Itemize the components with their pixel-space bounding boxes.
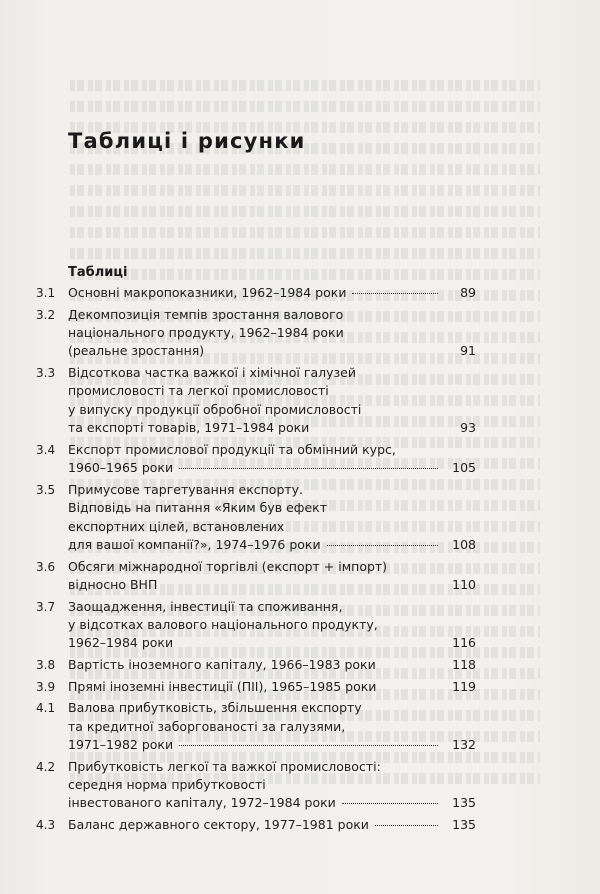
table-title-line: у випуску продукції обробної промисловості bbox=[68, 401, 362, 417]
page-number: 93 bbox=[460, 420, 476, 436]
page-number: 116 bbox=[452, 635, 476, 651]
table-title-line: 1971–1982 роки bbox=[68, 737, 174, 753]
dot-leader bbox=[342, 802, 438, 804]
toc-entry bbox=[36, 364, 476, 438]
table-title-last-line bbox=[68, 736, 476, 754]
dot-leader bbox=[179, 744, 438, 746]
table-number: 3.4 bbox=[36, 442, 56, 457]
table-number: 4.3 bbox=[36, 818, 56, 833]
table-title-line: Вартість іноземного капіталу, 1966–1983 роки bbox=[68, 657, 376, 673]
dot-leader bbox=[352, 292, 438, 294]
table-title-line: Валова прибутковість, збільшення експорту bbox=[68, 700, 362, 716]
dot-leader bbox=[327, 544, 438, 546]
table-title-line: промисловості та легкої промисловості bbox=[68, 383, 329, 399]
table-title-line: Відповідь на питання «Яким був ефект bbox=[68, 500, 327, 516]
table-title-line: та експорті товарів, 1971–1984 роки bbox=[68, 420, 310, 436]
table-title-line: Обсяги міжнародної торгівлі (експорт + імпорт) bbox=[68, 558, 388, 574]
table-title-line: Заощадження, інвестиції та споживання, bbox=[68, 598, 343, 614]
table-number: 3.1 bbox=[36, 286, 56, 300]
table-title-last-line bbox=[68, 536, 476, 554]
dot-leader bbox=[375, 824, 438, 826]
table-title-line: Декомпозиція темпів зростання валового bbox=[68, 306, 344, 322]
table-title-line: 1962–1984 роки bbox=[68, 635, 174, 651]
table-title-line: Прибутковість легкої та важкої промисловості: bbox=[68, 758, 381, 774]
table-title-line: середня норма прибутковості bbox=[68, 777, 266, 793]
table-title-last-line bbox=[68, 419, 476, 437]
table-title-last-line bbox=[68, 634, 476, 652]
table-title bbox=[68, 656, 476, 674]
table-number: 3.7 bbox=[36, 599, 56, 614]
table-title-line: Баланс державного сектору, 1977–1981 роки bbox=[68, 817, 369, 833]
page-number: 91 bbox=[460, 343, 476, 359]
table-title-line: Основні макропоказники, 1962–1984 роки bbox=[68, 285, 347, 300]
table-title bbox=[68, 441, 476, 478]
table-number: 4.2 bbox=[36, 759, 56, 774]
toc-entry bbox=[36, 306, 476, 361]
table-title bbox=[68, 306, 476, 361]
page-number: 108 bbox=[452, 537, 476, 553]
table-title-line: інвестованого капіталу, 1972–1984 роки bbox=[68, 795, 336, 811]
table-title-line: Прямі іноземні інвестиції (ПІІ), 1965–1985 роки bbox=[68, 678, 377, 694]
table-number: 3.2 bbox=[36, 307, 56, 322]
table-title-line: у відсотках валового національного продукту, bbox=[68, 617, 378, 633]
section-heading-tables: Таблиці bbox=[68, 265, 128, 280]
toc-entry bbox=[36, 758, 476, 813]
table-number: 3.5 bbox=[36, 482, 56, 497]
toc-entry bbox=[36, 441, 476, 478]
table-title-line: експортних цілей, встановлених bbox=[68, 518, 285, 534]
toc-entry bbox=[36, 598, 476, 653]
table-title-line: відносно ВНП bbox=[68, 577, 158, 593]
page-number: 119 bbox=[452, 678, 476, 694]
table-title-last-line bbox=[68, 794, 476, 812]
page-number: 118 bbox=[452, 657, 476, 673]
page-number: 105 bbox=[452, 460, 476, 476]
page-number: 89 bbox=[460, 285, 476, 300]
page-number: 135 bbox=[452, 795, 476, 811]
table-title-last-line bbox=[68, 656, 476, 674]
table-number: 3.3 bbox=[36, 366, 56, 380]
table-title-last-line bbox=[68, 576, 476, 594]
toc-entry bbox=[36, 558, 476, 595]
table-number: 3.9 bbox=[36, 679, 56, 694]
table-title bbox=[68, 364, 476, 438]
table-number: 3.6 bbox=[36, 559, 56, 574]
table-title-line: та кредитної заборгованості за галузями, bbox=[68, 718, 346, 734]
page-number: 110 bbox=[452, 577, 476, 593]
table-title-line: Експорт промислової продукції та обмінний курс, bbox=[68, 441, 396, 457]
table-title-last-line bbox=[68, 284, 476, 302]
table-title-line: Примусове таргетування експорту. bbox=[68, 481, 304, 497]
table-title bbox=[68, 699, 476, 754]
table-title-line: для вашої компанії?», 1974–1976 роки bbox=[68, 537, 321, 553]
table-title-line: Відсоткова частка важкої і хімічної галузей bbox=[68, 365, 356, 380]
table-title-line: 1960–1965 роки bbox=[68, 460, 174, 476]
table-title-last-line bbox=[68, 816, 476, 834]
toc-entry bbox=[36, 481, 476, 555]
page-title: Таблиці і рисунки bbox=[68, 129, 306, 153]
table-title-last-line bbox=[68, 459, 476, 477]
table-title bbox=[68, 598, 476, 653]
toc-entry bbox=[36, 656, 476, 674]
table-number: 3.8 bbox=[36, 658, 56, 673]
table-title bbox=[68, 558, 476, 595]
table-title-line: національного продукту, 1962–1984 роки bbox=[68, 325, 344, 340]
table-title bbox=[68, 758, 476, 813]
table-title-line: (реальне зростання) bbox=[68, 343, 205, 359]
table-title-last-line bbox=[68, 678, 476, 696]
dot-leader bbox=[179, 467, 438, 469]
toc-entry bbox=[36, 699, 476, 754]
table-title bbox=[68, 284, 476, 302]
page-number: 135 bbox=[452, 817, 476, 833]
page-number: 132 bbox=[452, 737, 476, 753]
table-number: 4.1 bbox=[36, 701, 56, 716]
toc-entry bbox=[36, 284, 476, 302]
toc-entry bbox=[36, 816, 476, 834]
tables-list bbox=[36, 284, 476, 838]
table-title-last-line bbox=[68, 342, 476, 360]
toc-entry bbox=[36, 678, 476, 696]
table-title bbox=[68, 678, 476, 696]
table-title bbox=[68, 481, 476, 555]
table-title bbox=[68, 816, 476, 834]
